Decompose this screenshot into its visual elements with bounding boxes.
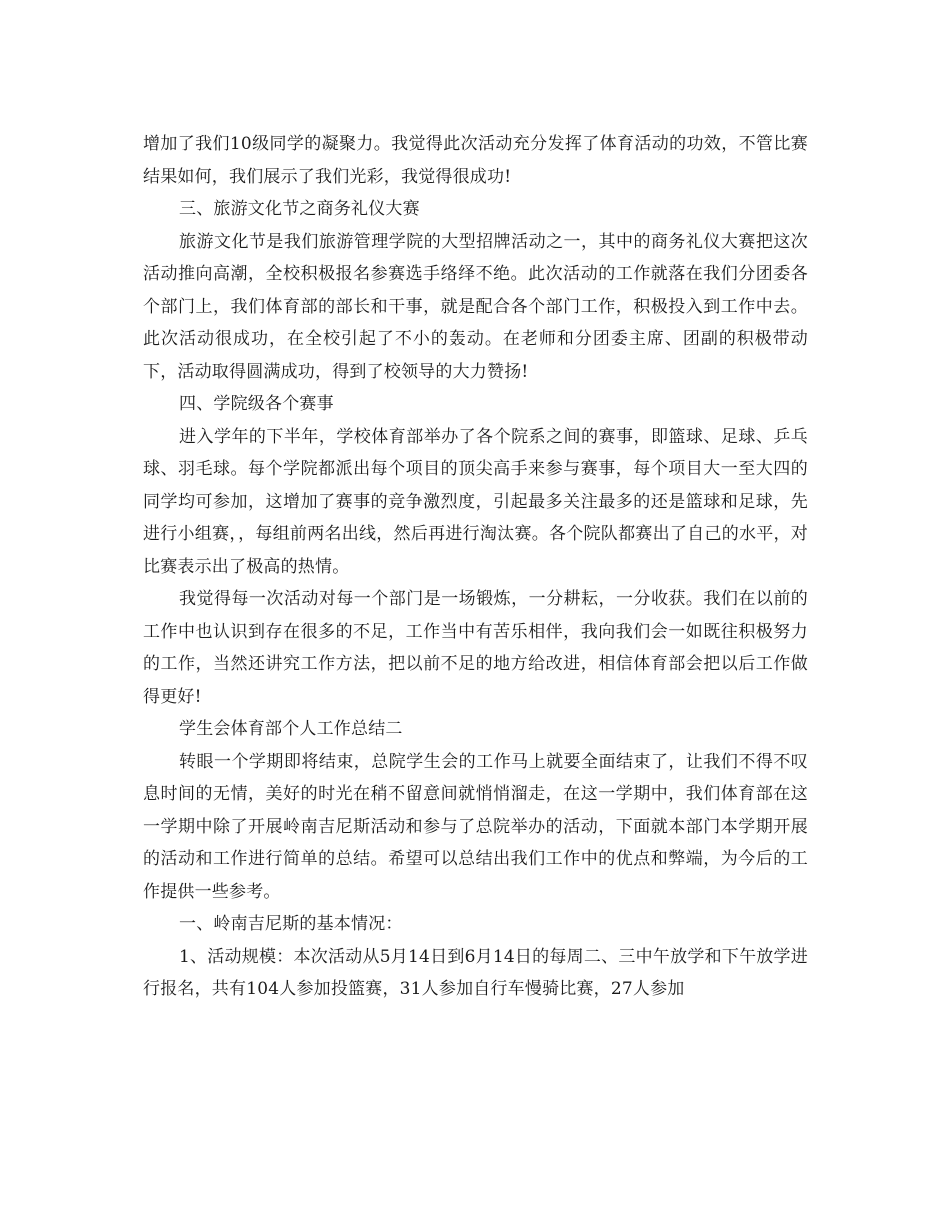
section-title-summary-two: 学生会体育部个人工作总结二 [179, 719, 403, 739]
paragraph-semester-intro: 转眼一个学期即将结束，总院学生会的工作马上就要全面结束了，让我们不得不叹息时间的无情，美好的时光在稍不留意间就悄悄溜走，在这一学期中，我们体育部在这一学期中除了开展岭南吉尼斯活动和参与了总院举办的活动，下面就本部门本学期开展的活动和工作进行简单的总结。希望可以总结出我们工作中的优点和弊端，为今后的工作提供一些参考。 [143, 751, 808, 902]
section-heading-lingnan-guinness: 一、岭南吉尼斯的基本情况： [179, 914, 403, 934]
paragraph-reflection: 我觉得每一次活动对每一个部门是一场锻炼，一分耕耘，一分收获。我们在以前的工作中也认识到存在很多的不足，工作当中有苦乐相伴，我向我们会一如既往积极努力的工作，当然还讲究工作方法，把以前不足的地方给改进，相信体育部会把以后工作做得更好! [143, 589, 808, 707]
paragraph-college-events: 进入学年的下半年，学校体育部举办了各个院系之间的赛事，即篮球、足球、乒乓球、羽毛球。每个学院都派出每个项目的顶尖高手来参与赛事，每个项目大一至大四的同学均可参加，这增加了赛事的竞争激烈度，引起最多关注最多的还是篮球和足球，先进行小组赛，，每组前两名出线，然后再进行淘汰赛。各个院队都赛出了自己的水平，对比赛表示出了极高的热情。 [143, 426, 808, 577]
paragraph-activity-scale: 1、活动规模：本次活动从5月14日到6月14日的每周二、三中午放学和下午放学进行报名，共有104人参加投篮赛，31人参加自行车慢骑比赛，27人参加 [143, 946, 808, 999]
document-page [143, 128, 808, 1006]
section-heading-business-etiquette: 三、旅游文化节之商务礼仪大赛 [179, 199, 420, 219]
paragraph-continued: 增加了我们10级同学的凝聚力。我觉得此次活动充分发挥了体育活动的功效，不管比赛结果如何，我们展示了我们光彩，我觉得很成功! [143, 134, 808, 187]
section-heading-college-events: 四、学院级各个赛事 [179, 394, 334, 414]
paragraph-tourism-festival: 旅游文化节是我们旅游管理学院的大型招牌活动之一，其中的商务礼仪大赛把这次活动推向高潮，全校积极报名参赛选手络绎不绝。此次活动的工作就落在我们分团委各个部门上，我们体育部的部长和干事，就是配合各个部门工作，积极投入到工作中去。此次活动很成功，在全校引起了不小的轰动。在老师和分团委主席、团副的积极带动下，活动取得圆满成功，得到了校领导的大力赞扬! [143, 231, 808, 382]
